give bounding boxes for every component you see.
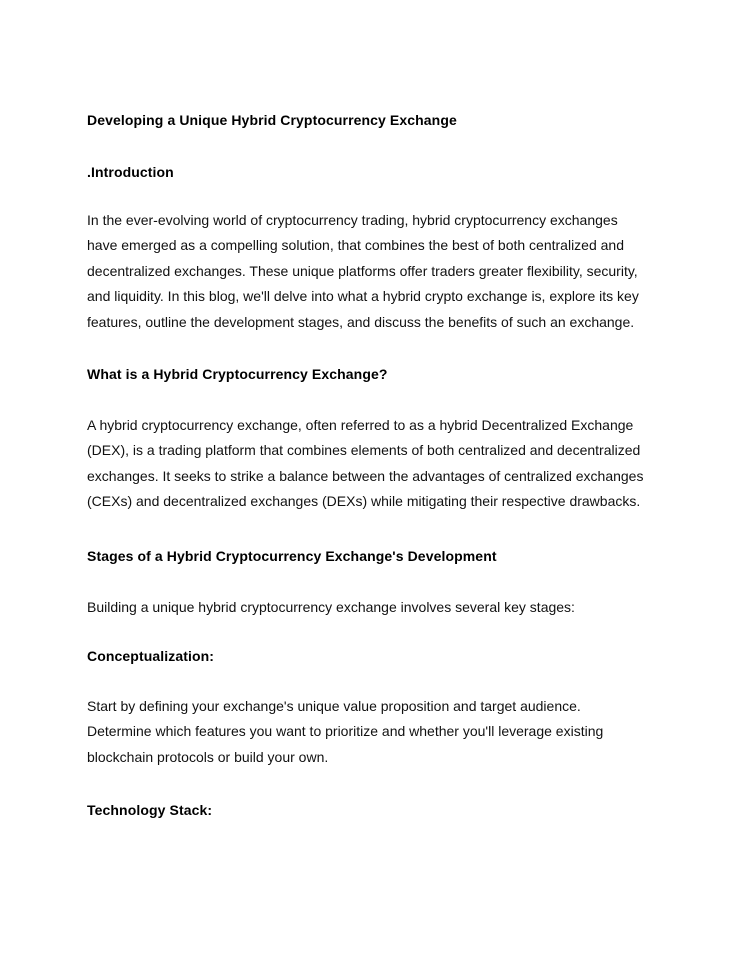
stages-intro-paragraph: Building a unique hybrid cryptocurrency exchange involves several key stages: — [87, 598, 575, 615]
what-is-paragraph: A hybrid cryptocurrency exchange, often referred to as a hybrid Decentralized Exchange (DEX), is a trading platform that combines elements of both centralized and decentralized exchanges. It seeks to strike a balance between the advantages of centralized exchanges (CEXs) and decentralized exchanges (DEXs) while mitigating their respective drawbacks. — [87, 417, 644, 510]
conceptualization-heading: Conceptualization: — [87, 648, 215, 665]
document-body — [87, 110, 647, 820]
introduction-paragraph: In the ever-evolving world of cryptocurrency trading, hybrid cryptocurrency exchanges have emerged as a compelling solution, that combines the best of both centralized and decentralized exchanges. These unique platforms offer traders greater flexibility, security, and liquidity. In this blog, we'll delve into what a hybrid crypto exchange is, explore its key features, outline the development stages, and discuss the benefits of such an exchange. — [87, 212, 639, 330]
stages-heading: Stages of a Hybrid Cryptocurrency Exchange's Development — [87, 547, 497, 564]
document-title: Developing a Unique Hybrid Cryptocurrency Exchange — [87, 112, 457, 128]
conceptualization-paragraph: Start by defining your exchange's unique value proposition and target audience. Determine which features you want to prioritize and whether you'll leverage existing blockchain protocols or build your own. — [87, 698, 604, 765]
technology-stack-heading: Technology Stack: — [87, 802, 213, 819]
introduction-heading: .Introduction — [87, 164, 174, 180]
what-is-heading: What is a Hybrid Cryptocurrency Exchange? — [87, 366, 388, 383]
